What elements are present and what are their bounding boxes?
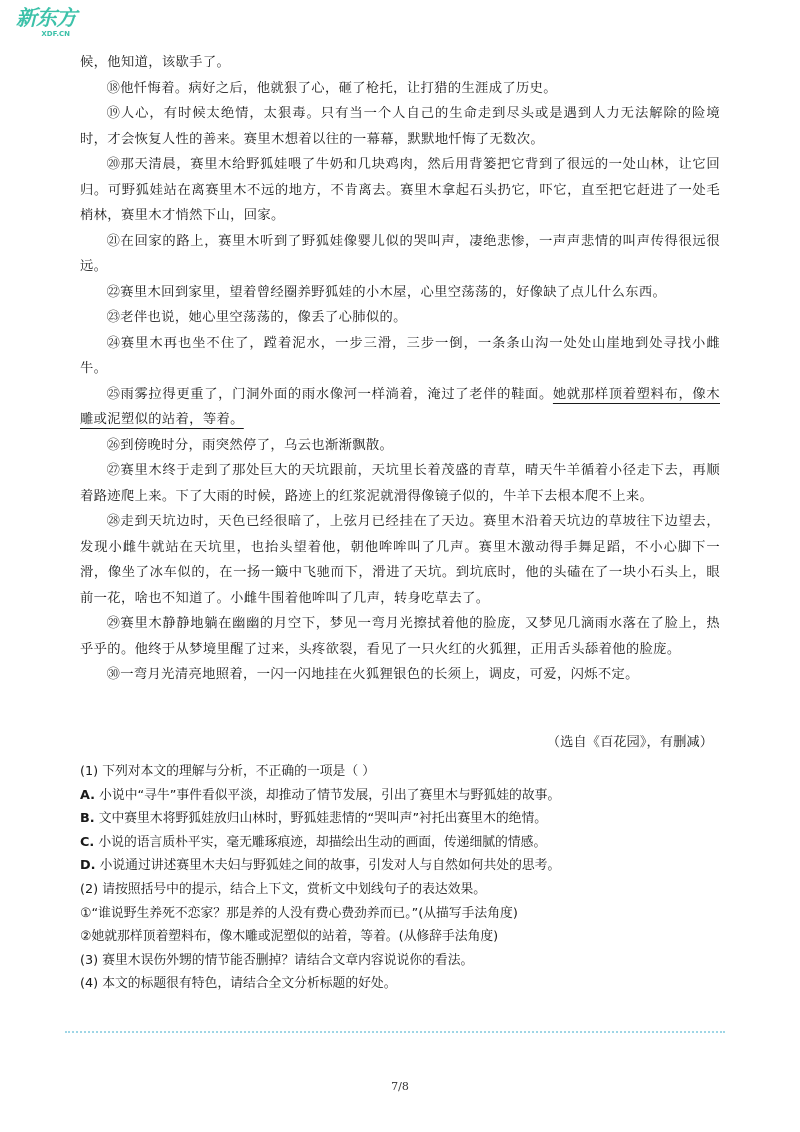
question-3: (3) 赛里木误伤外甥的情节能否删掉？请结合文章内容说说你的看法。 <box>80 952 474 968</box>
question-2: (2) 请按照括号中的提示，结合上下文，赏析文中划线句子的表达效果。 <box>80 881 487 897</box>
paragraph-29: ㉙赛里木静静地躺在幽幽的月空下，梦见一弯月光擦拭着他的脸庞，又梦见几滴雨水落在了脸上，热乎乎的。他终于从梦境里醒了过来，头疼欲裂，看见了一只火红的火狐狸，正用舌头舔着他的脸庞。 <box>80 616 720 657</box>
paragraph-20: ⑳那天清晨，赛里木给野狐娃喂了牛奶和几块鸡肉，然后用背篓把它背到了很远的一处山林，让它回归。可野狐娃站在离赛里木不远的地方，不肯离去。赛里木拿起石头扔它，吓它，直至把它赶进了一处毛梢林，赛里木才悄然下山，回家。 <box>80 157 720 223</box>
paragraph-25-text: ㉕雨雾拉得更重了，门洞外面的雨水像河一样淌着，淹过了老伴的鞋面。 <box>106 386 553 402</box>
paragraph-19: ⑲人心，有时候太绝情，太狠毒。只有当一个人自己的生命走到尽头或是遇到人力无法解除的险境时，才会恢复人性的善来。赛里木想着以往的一幕幕，默默地忏悔了无数次。 <box>80 106 720 147</box>
paragraph-30: ㉚一弯月光清亮地照着，一闪一闪地挂在火狐狸银色的长须上，调皮，可爱，闪烁不定。 <box>106 667 639 682</box>
option-b-label: B. <box>80 811 95 827</box>
paragraph-continued: 候，他知道，该歇手了。 <box>80 55 231 70</box>
question-4: (4) 本文的标题很有特色，请结合全文分析标题的好处。 <box>80 976 397 992</box>
option-d <box>80 854 720 878</box>
dotted-divider <box>65 1031 725 1033</box>
paragraph-25 <box>80 382 720 433</box>
paragraph-22: ㉒赛里木回到家里，望着曾经圈养野狐娃的小木屋，心里空荡荡的，好像缺了点儿什么东西。 <box>106 284 667 300</box>
article-body <box>80 50 720 688</box>
question-1: (1) 下列对本文的理解与分析，不正确的一项是（ ） <box>80 764 375 779</box>
source-note: （选自《百花园》，有删减） <box>546 735 713 750</box>
question-2-item-1: ①“谁说野生养死不恋家？那是养的人没有费心费劲养而已。”(从描写手法角度) <box>80 905 518 921</box>
option-c-label: C. <box>80 834 95 850</box>
option-c <box>80 831 720 855</box>
page-number: 7/8 <box>391 1080 409 1093</box>
paragraph-27: ㉗赛里木终于走到了那处巨大的天坑跟前，天坑里长着茂盛的青草，晴天牛羊循着小径走下去，再顺着路迹爬上来。下了大雨的时候，路迹上的红浆泥就滑得像镜子似的，牛羊下去根本爬不上来。 <box>80 463 720 504</box>
logo-text: 新东方 <box>16 6 76 30</box>
paragraph-18: ⑱他忏悔着。病好之后，他就狠了心，砸了枪托，让打猎的生涯成了历史。 <box>106 80 557 96</box>
logo-subtext: XDF.CN <box>41 30 70 38</box>
option-d-label: D. <box>80 858 96 874</box>
xdf-logo <box>16 6 76 42</box>
paragraph-28: ㉘走到天坑边时，天色已经很暗了，上弦月已经挂在了天边。赛里木沿着天坑边的草坡往下边望去，发现小雌牛就站在天坑里，也抬头望着他，朝他哞哞叫了几声。赛里木激动得手舞足蹈，不小心脚下一滑，像坐了冰车似的，在一扬一簸中飞驰而下，滑进了天坑。到坑底时，他的头磕在了一块小石头上，眼前一花，啥也不知道了。小雌牛围着他哞叫了几声，转身吃草去了。 <box>80 514 720 606</box>
option-a-text: 小说中“寻牛”事件看似平淡，却推动了情节发展，引出了赛里木与野狐娃的故事。 <box>99 787 561 803</box>
paragraph-26: ㉖到傍晚时分，雨突然停了，乌云也渐渐飘散。 <box>106 437 394 453</box>
option-a <box>80 784 720 808</box>
paragraph-23: ㉓老伴也说，她心里空荡荡的，像丢了心肺似的。 <box>106 310 407 325</box>
option-d-text: 小说通过讲述赛里木夫妇与野狐娃之间的故事，引发对人与自然如何共处的思考。 <box>99 858 561 874</box>
option-b-text: 文中赛里木将野狐娃放归山林时，野狐娃悲情的“哭叫声”衬托出赛里木的绝情。 <box>98 811 548 827</box>
questions-section <box>80 760 720 996</box>
option-a-label: A. <box>80 787 96 803</box>
underlined-sentence: 她就那样顶着塑料布，像木雕或泥塑似的站着，等着。 <box>80 386 720 427</box>
option-c-text: 小说的语言质朴平实，毫无雕琢痕迹，却描绘出生动的画面，传递细腻的情感。 <box>98 834 547 850</box>
question-2-item-2: ②她就那样顶着塑料布，像木雕或泥塑似的站着，等着。(从修辞手法角度) <box>80 929 499 945</box>
paragraph-24: ㉔赛里木再也坐不住了，蹚着泥水，一步三滑，三步一倒，一条条山沟一处处山崖地到处寻找小雌牛。 <box>80 335 720 376</box>
paragraph-21: ㉑在回家的路上，赛里木听到了野狐娃像婴儿似的哭叫声，凄绝悲惨，一声声悲情的叫声传得很远很远。 <box>80 233 720 274</box>
option-b <box>80 807 720 831</box>
